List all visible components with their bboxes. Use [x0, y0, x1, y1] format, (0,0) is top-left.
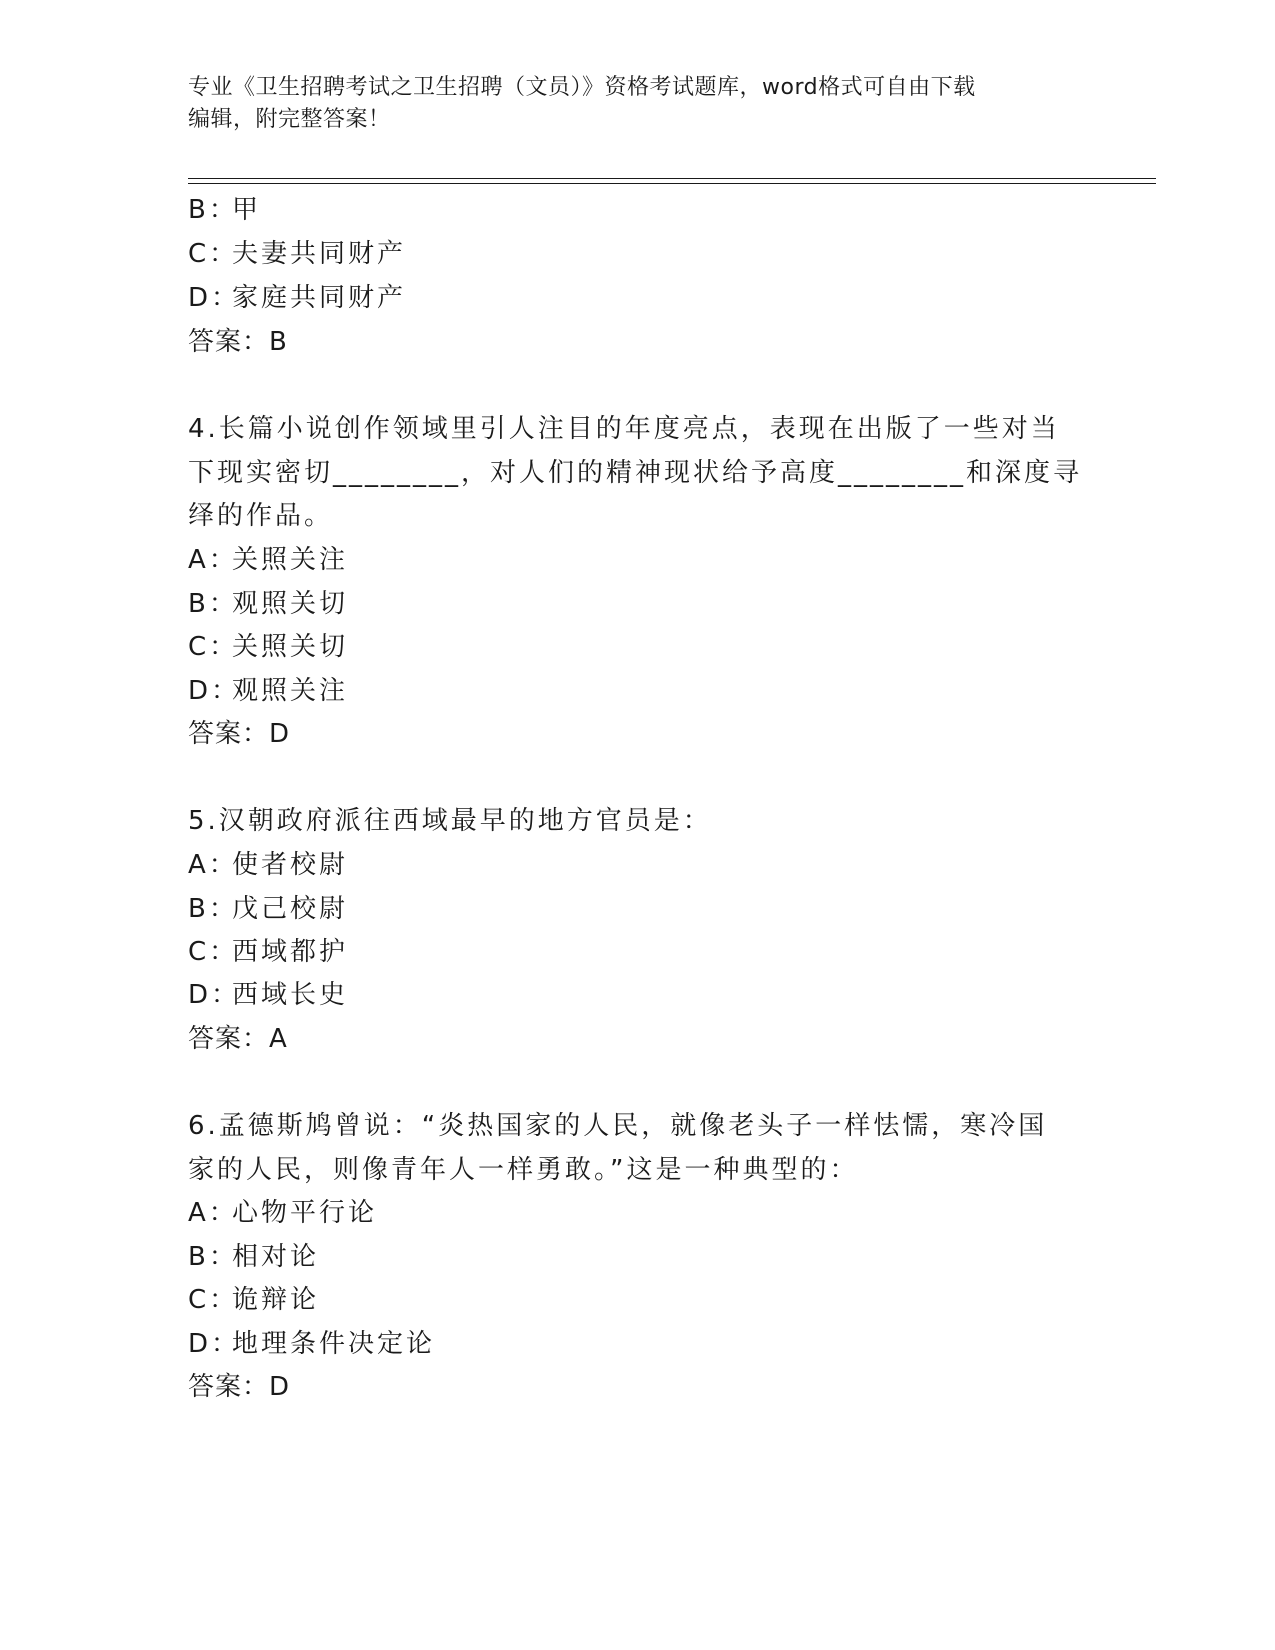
q5-option-a — [188, 848, 348, 882]
option-text: 使者校尉 — [232, 850, 349, 880]
option-letter: C： — [188, 937, 239, 967]
option-text: 相对论 — [232, 1242, 320, 1272]
option-letter: D： — [188, 283, 241, 313]
option-text: 地理条件决定论 — [232, 1329, 436, 1359]
q3-option-b — [188, 193, 261, 227]
q6-stem-line-2: 家的人民，则像青年人一样勇敢。”这是一种典型的： — [188, 1155, 859, 1185]
q6-answer: 答案：D — [188, 1372, 291, 1402]
option-text: 戊己校尉 — [232, 894, 349, 924]
option-letter: B： — [188, 1242, 238, 1272]
q6-option-d — [188, 1327, 435, 1361]
option-letter: A： — [188, 850, 238, 880]
q4-option-a — [188, 543, 348, 577]
q3-answer: 答案：B — [188, 327, 288, 357]
q3-option-c — [188, 237, 406, 271]
option-letter: B： — [188, 894, 238, 924]
header-divider-bottom — [188, 183, 1156, 184]
option-letter: A： — [188, 1198, 238, 1228]
option-letter: A： — [188, 545, 238, 575]
option-text: 甲 — [232, 195, 262, 225]
q6-option-a — [188, 1196, 377, 1230]
option-letter: D： — [188, 676, 241, 706]
q6-option-b — [188, 1240, 319, 1274]
q5-option-b — [188, 892, 348, 926]
option-letter: C： — [188, 239, 239, 269]
q4-option-c — [188, 630, 348, 664]
q5-option-c — [188, 935, 348, 969]
option-letter: C： — [188, 632, 239, 662]
option-text: 关照关注 — [232, 545, 349, 575]
header-divider-top — [188, 178, 1156, 179]
option-text: 西域都护 — [232, 937, 349, 967]
q4-stem-line-3: 绎的作品。 — [188, 501, 334, 531]
option-text: 观照关切 — [232, 589, 349, 619]
q4-option-d — [188, 674, 348, 708]
option-letter: B： — [188, 195, 238, 225]
option-text: 西域长史 — [232, 980, 349, 1010]
header-line-1: 专业《卫生招聘考试之卫生招聘（文员）》资格考试题库，word格式可自由下载 — [188, 75, 976, 100]
option-text: 心物平行论 — [232, 1198, 378, 1228]
header-line-2: 编辑，附完整答案！ — [188, 107, 391, 132]
option-text: 夫妻共同财产 — [232, 239, 407, 269]
q4-answer: 答案：D — [188, 719, 291, 749]
option-letter: C： — [188, 1285, 239, 1315]
option-letter: D： — [188, 1329, 241, 1359]
option-text: 观照关注 — [232, 676, 349, 706]
q4-option-b — [188, 587, 348, 621]
q3-option-d — [188, 281, 406, 315]
option-letter: B： — [188, 589, 238, 619]
q6-option-c — [188, 1283, 319, 1317]
option-text: 家庭共同财产 — [232, 283, 407, 313]
q4-stem-line-2: 下现实密切________，对人们的精神现状给予高度________和深度寻 — [188, 458, 1083, 488]
q5-option-d — [188, 978, 348, 1012]
option-text: 诡辩论 — [232, 1285, 320, 1315]
q6-stem-line-1: 6.孟德斯鸠曾说：“炎热国家的人民，就像老头子一样怯懦，寒冷国 — [188, 1111, 1048, 1141]
option-letter: D： — [188, 980, 241, 1010]
q5-answer: 答案：A — [188, 1024, 288, 1054]
document-header — [188, 72, 1088, 136]
q4-stem-line-1: 4.长篇小说创作领域里引人注目的年度亮点，表现在出版了一些对当 — [188, 414, 1060, 444]
q5-stem-line-1: 5.汉朝政府派往西域最早的地方官员是： — [188, 806, 712, 836]
option-text: 关照关切 — [232, 632, 349, 662]
